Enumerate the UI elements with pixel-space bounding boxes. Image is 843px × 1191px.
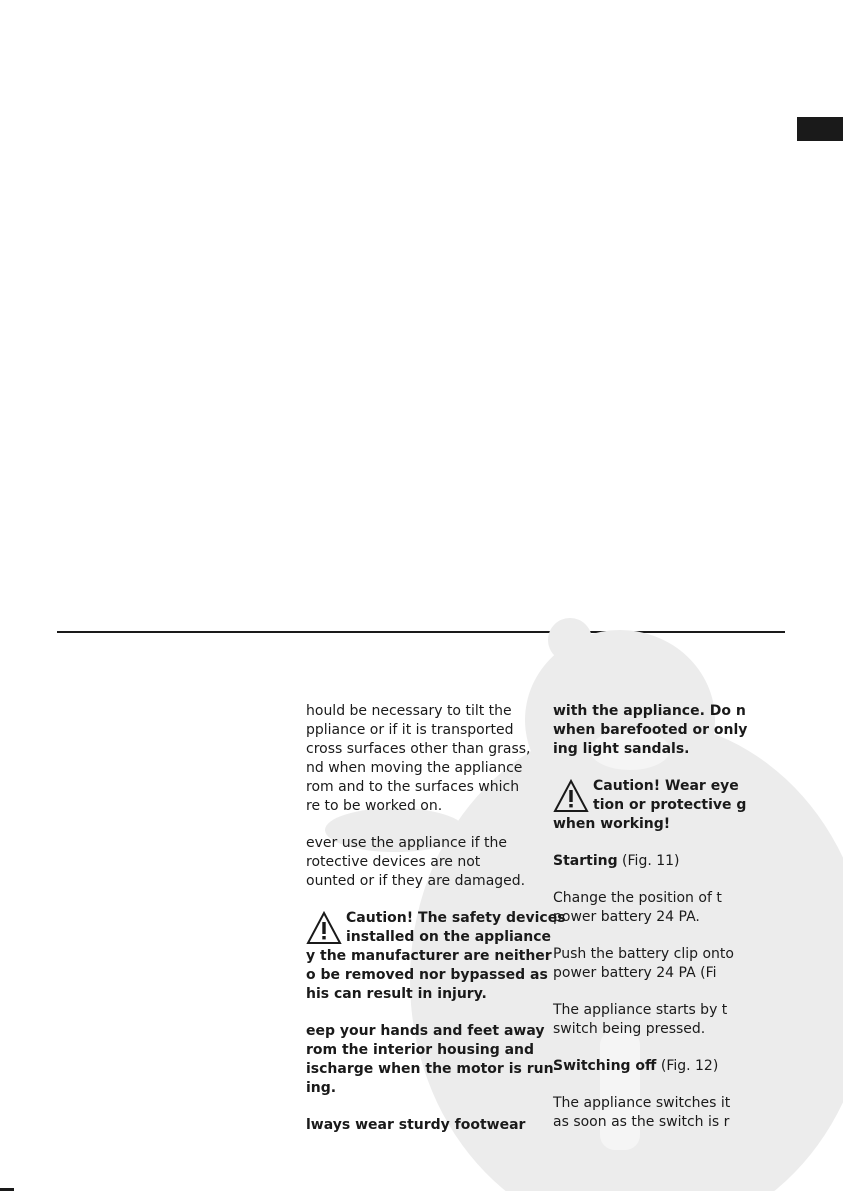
warning-text: o be removed nor bypassed as — [306, 967, 548, 983]
warning-text: tion or protective g — [593, 797, 747, 813]
warning-triangle-icon — [553, 779, 589, 813]
warning-text: when working! — [553, 816, 671, 832]
text-line: Change the position of t — [553, 890, 722, 906]
text-line: lways wear sturdy footwear — [306, 1117, 526, 1133]
warning-text: his can result in injury. — [306, 986, 487, 1002]
text-line: with the appliance. Do n — [553, 703, 746, 719]
text-column-left — [306, 702, 566, 1135]
text-line: ounted or if they are damaged. — [306, 873, 526, 889]
text-line: ischarge when the motor is run- — [306, 1061, 560, 1077]
text-line: The appliance switches it — [553, 1095, 731, 1111]
text-line: eep your hands and feet away — [306, 1023, 545, 1039]
text-line: ing. — [306, 1080, 337, 1096]
language-tab-marker — [797, 117, 843, 141]
text-line: rotective devices are not — [306, 854, 481, 870]
text-line: as soon as the switch is r — [553, 1114, 730, 1130]
text-line: when barefooted or only — [553, 722, 748, 738]
safety-warning — [553, 777, 843, 834]
text-line: nd when moving the appliance — [306, 760, 523, 776]
warning-text: Caution! The safety devices — [346, 910, 566, 926]
warning-text: Caution! Wear eye — [593, 778, 739, 794]
safety-warning — [306, 909, 566, 1004]
text-line: Push the battery clip onto — [553, 946, 734, 962]
text-line: The appliance starts by t — [553, 1002, 728, 1018]
text-line: ever use the appliance if the — [306, 835, 507, 851]
section-heading-switching-off: Switching off (Fig. 12) — [553, 1058, 719, 1074]
text-line: power battery 24 PA (Fi — [553, 965, 717, 981]
text-line: power battery 24 PA. — [553, 909, 700, 925]
text-column-right — [553, 702, 843, 1132]
warning-text: installed on the appliance — [346, 929, 552, 945]
warning-triangle-icon — [306, 911, 342, 945]
text-line: ing light sandals. — [553, 741, 690, 757]
text-line: re to be worked on. — [306, 798, 443, 814]
text-line: cross surfaces other than grass, — [306, 741, 531, 757]
section-heading-starting: Starting (Fig. 11) — [553, 853, 680, 869]
warning-text: y the manufacturer are neither — [306, 948, 552, 964]
text-line: rom and to the surfaces which — [306, 779, 520, 795]
text-line: ppliance or if it is transported — [306, 722, 514, 738]
text-line: switch being pressed. — [553, 1021, 706, 1037]
text-line: hould be necessary to tilt the — [306, 703, 512, 719]
text-line: rom the interior housing and — [306, 1042, 535, 1058]
